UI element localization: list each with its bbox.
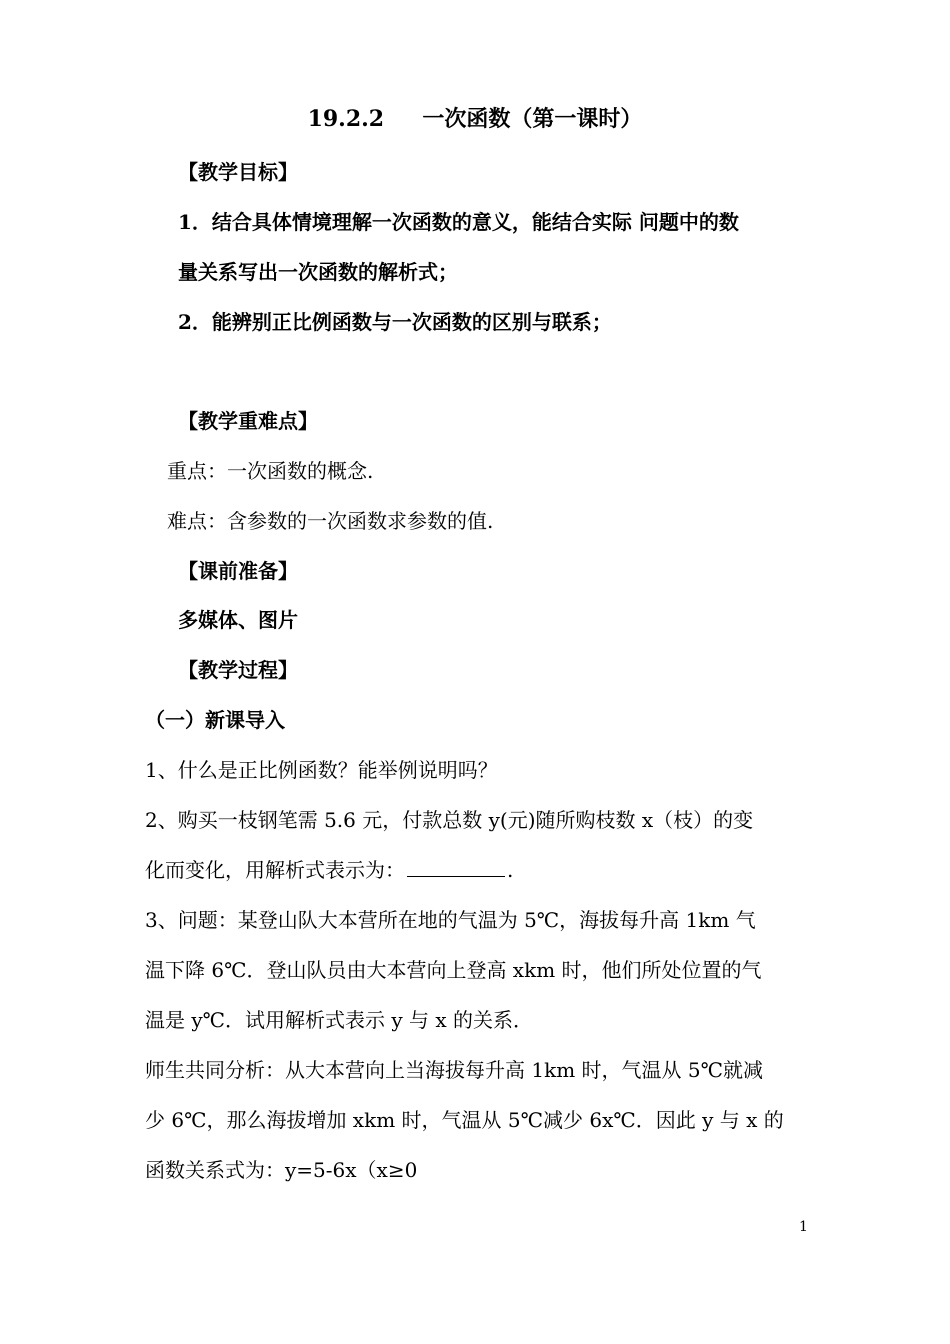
question-3-line-3: 温是 y℃．试用解析式表示 y 与 x 的关系．	[145, 1008, 534, 1032]
question-1: 1、什么是正比例函数？能举例说明吗？	[145, 758, 498, 782]
process-heading: 【教学过程】	[178, 658, 298, 682]
prep-text: 多媒体、图片	[178, 608, 298, 632]
keypoint-text: 重点：一次函数的概念.	[167, 459, 374, 483]
question-2-line-1: 2、购买一枝钢笔需 5.6 元，付款总数 y(元)随所购枝数 x（枝）的变	[145, 808, 754, 832]
analysis-line-2: 少 6℃，那么海拔增加 xkm 时，气温从 5℃减少 6x℃．因此 y 与 x 的	[145, 1108, 784, 1132]
objectives-heading: 【教学目标】	[178, 160, 298, 184]
page-number: 1	[799, 1219, 808, 1235]
question-3-line-1: 3、问题：某登山队大本营所在地的气温为 5℃，海拔每升高 1km 气	[145, 908, 756, 932]
analysis-line-3: 函数关系式为：y=5-6x（x≥0	[145, 1158, 418, 1182]
analysis-line-1: 师生共同分析：从大本营向上当海拔每升高 1km 时，气温从 5℃就减	[145, 1058, 763, 1082]
prep-heading: 【课前准备】	[178, 559, 298, 583]
objective-1-line-1: 1．结合具体情境理解一次函数的意义，能结合实际 问题中的数	[178, 210, 739, 234]
question-3-line-2: 温下降 6℃．登山队员由大本营向上登高 xkm 时，他们所处位置的气	[145, 958, 762, 982]
part1-heading: （一）新课导入	[145, 708, 285, 732]
answer-blank	[407, 858, 505, 877]
keypoints-heading: 【教学重难点】	[178, 409, 318, 433]
difficulty-text: 难点：含参数的一次函数求参数的值.	[167, 509, 494, 533]
question-2-line-2	[145, 856, 513, 884]
document-title: 19.2.2 一次函数（第一课时）	[307, 106, 643, 132]
question-2-period: .	[507, 858, 514, 882]
objective-2: 2．能辨别正比例函数与一次函数的区别与联系；	[178, 310, 612, 334]
question-2-text: 化而变化，用解析式表示为：	[145, 858, 405, 882]
objective-1-line-2: 量关系写出一次函数的解析式；	[178, 260, 458, 284]
